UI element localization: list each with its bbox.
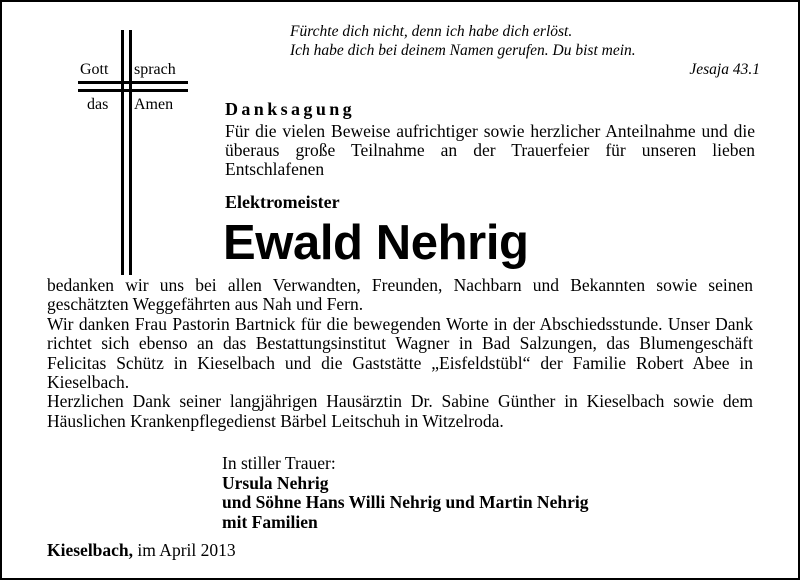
cross-horizontal-top	[78, 81, 188, 84]
mourner-line-2: und Söhne Hans Willi Nehrig und Martin Nehrig	[222, 492, 589, 512]
place-town: Kieselbach,	[47, 540, 134, 560]
mourner-line-3: mit Familien	[222, 511, 318, 532]
cross-word-sprach: sprach	[134, 61, 176, 78]
quote-line-1: Fürchte dich nicht, denn ich habe dich erlöst.	[290, 23, 573, 40]
quote-reference: Jesaja 43.1	[689, 61, 760, 78]
thanks-paragraph-1: bedanken wir uns bei allen Verwandten, Freunden, Nachbarn und Bekannten sowie seinen geschätzten Weggefährten aus Nah und Fern.	[47, 275, 753, 315]
mourners-block	[222, 454, 588, 532]
page-title: Danksagung	[225, 99, 356, 119]
deceased-profession: Elektromeister	[225, 192, 340, 212]
mourners-intro: In stiller Trauer:	[222, 453, 336, 473]
thanks-paragraph-2: Wir danken Frau Pastorin Bartnick für die bewegenden Worte in der Abschiedsstunde. Unser Dank richtet sich ebenso an das Bestattungsinstitut Wagner in Bad Salzungen, das Blumengeschäft Felicitas Schütz in Kieselbach und die Gaststätte „Eisfeldstübl“ der Familie Robert Abee in Kieselbach.	[47, 313, 753, 393]
cross-vertical-left	[121, 30, 124, 275]
place-date	[47, 540, 236, 560]
thanks-body	[47, 276, 753, 431]
cross-word-amen: Amen	[134, 96, 174, 113]
bible-quote	[290, 22, 760, 79]
cross-vertical-right	[129, 30, 132, 275]
intro-paragraph: Für die vielen Beweise aufrichtiger sowie herzlicher Anteilnahme und die überaus große Teilnahme an der Trauerfeier für unseren lieben Entschlafenen	[225, 121, 755, 179]
cross-word-das: das	[87, 96, 109, 113]
quote-line-2: Ich habe dich bei deinem Namen gerufen. Du bist mein.	[290, 42, 636, 59]
cross-horizontal-bottom	[78, 89, 188, 92]
cross-word-gott: Gott	[80, 61, 109, 78]
thanks-paragraph-3: Herzlichen Dank seiner langjährigen Hausärztin Dr. Sabine Günther in Kieselbach sowie dem Häuslichen Krankenpflegedienst Bärbel Leitschuh in Witzelroda.	[47, 391, 753, 431]
mourner-line-1: Ursula Nehrig	[222, 472, 329, 493]
place-month: im April 2013	[137, 540, 236, 560]
cross-symbol	[78, 30, 188, 275]
deceased-name: Ewald Nehrig	[223, 216, 529, 270]
